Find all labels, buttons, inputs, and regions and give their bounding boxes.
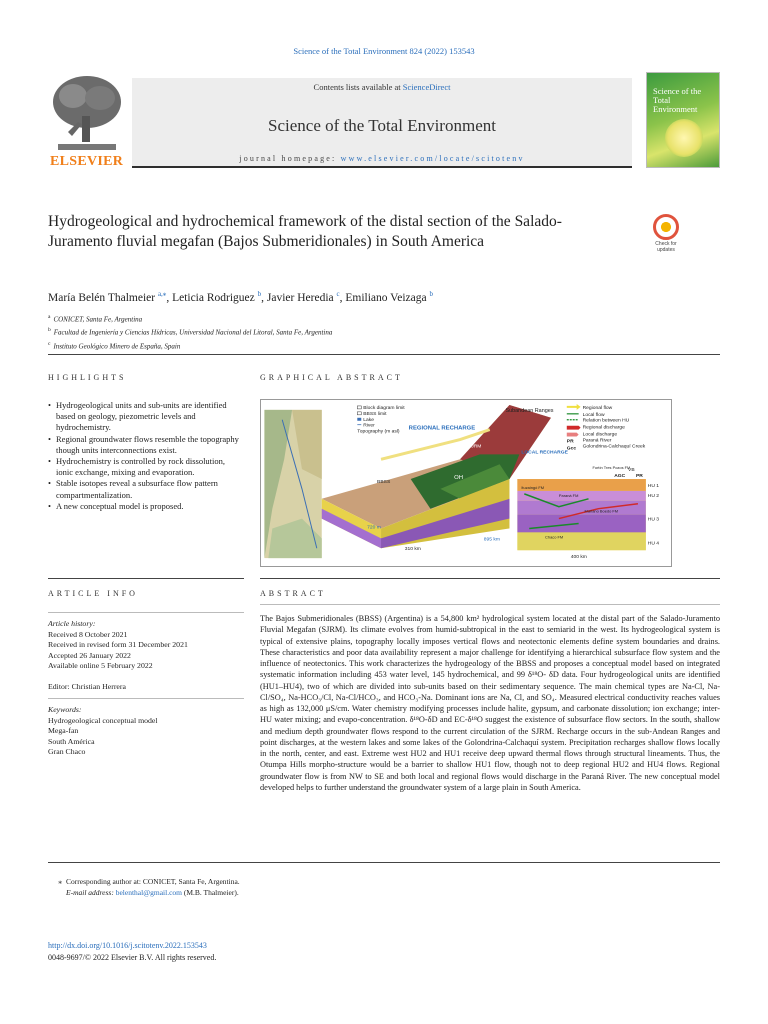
- journal-cover-thumbnail[interactable]: [646, 72, 720, 168]
- doi-block: [48, 940, 216, 963]
- info-rule: [48, 698, 244, 699]
- editor-line: Editor: Christian Herrera: [48, 681, 126, 691]
- history-item: Accepted 26 January 2022: [48, 650, 131, 660]
- author-affiliation-ref[interactable]: b: [257, 290, 262, 298]
- check-updates-icon: [653, 214, 679, 240]
- affiliation-text: Instituto Geológico Minero de España, Spain: [53, 341, 181, 350]
- legend-right-3: Regional discharge: [582, 425, 625, 431]
- legend-right-2: Relation between HU: [582, 418, 630, 424]
- label-mariano: Mariano Boedo FM: [584, 508, 619, 514]
- footnote-mark: ⁎: [58, 877, 62, 886]
- email-suffix: (M.B. Thalmeier).: [181, 888, 239, 897]
- label-dist-400: 400 km: [570, 555, 587, 561]
- history-label: Article history:: [48, 619, 96, 628]
- highlights-heading: HIGHLIGHTS: [48, 373, 127, 382]
- affiliation-text: CONICET, Santa Fe, Argentina: [53, 315, 143, 324]
- highlight-item: • A new conceptual model is proposed.: [48, 501, 244, 512]
- author-affiliation-ref[interactable]: c: [336, 290, 340, 298]
- keyword-item[interactable]: Hydrogeological conceptual model: [48, 715, 158, 725]
- highlight-item: • Regional groundwater flows resemble the topography though units interconnections exist.: [48, 434, 244, 456]
- label-dist-895: 895 km: [483, 537, 500, 543]
- label-ituzaingo: Ituzaingó FM: [521, 484, 545, 490]
- author-affiliation-ref[interactable]: a,⁎: [157, 290, 167, 298]
- label-bbss: BBSS: [377, 480, 391, 485]
- abstract-heading: ABSTRACT: [260, 589, 326, 598]
- highlight-item: • Stable isotopes reveal a subsurface flow pattern compartmentalization.: [48, 478, 244, 500]
- label-hu1: HU 1: [647, 483, 660, 489]
- email-label: E-mail address:: [66, 888, 116, 897]
- article-info: [48, 612, 244, 758]
- legend-left-3: River: [363, 423, 375, 429]
- label-vb: VB: [628, 468, 635, 474]
- author-name[interactable]: Emiliano Veizaga: [345, 291, 427, 304]
- highlights-list: [48, 400, 244, 512]
- cover-title: Science of the Total Environment: [653, 86, 702, 114]
- label-agc: AGC: [614, 474, 626, 480]
- doi-link[interactable]: http://dx.doi.org/10.1016/j.scitotenv.2022.153543: [48, 941, 207, 950]
- article-title: Hydrogeological and hydrochemical framework of the distal section of the Salado-Juramento fluvial megafan (Bajos Submeridionales) in South America: [48, 213, 562, 250]
- legend-left-1: BBSS limit: [363, 411, 387, 417]
- journal-masthead: [48, 72, 720, 168]
- label-fortin: Fortín Tres Pozos FM: [592, 465, 631, 471]
- label-chaco-fm: Chaco FM: [545, 534, 564, 540]
- graphical-abstract-diagram: [261, 400, 671, 566]
- legend-abbr-pr: PR: [566, 439, 574, 445]
- history-item: Received 8 October 2021: [48, 629, 128, 639]
- label-oh: OH: [454, 475, 464, 482]
- label-hu3: HU 3: [647, 517, 660, 523]
- homepage-prefix: journal homepage:: [239, 154, 341, 163]
- author-affiliation-ref[interactable]: b: [429, 290, 433, 298]
- affiliation-key: b: [48, 327, 51, 334]
- affiliation-key: c: [48, 340, 51, 347]
- history-item: Received in revised form 31 December 2021: [48, 640, 188, 649]
- check-for-updates-button[interactable]: [650, 214, 682, 253]
- keyword-item[interactable]: South América: [48, 736, 95, 746]
- journal-title: Science of the Total Environment: [268, 116, 496, 135]
- homepage-link[interactable]: www.elsevier.com/locate/scitotenv: [340, 154, 525, 163]
- corresponding-text: Corresponding author at: CONICET, Santa Fe, Argentina.: [66, 877, 240, 886]
- label-local-recharge: LOCAL RECHARGE: [521, 450, 568, 456]
- label-sjrm: SJRM: [467, 444, 482, 450]
- journal-homepage: [132, 154, 632, 163]
- author-name[interactable]: María Belén Thalmeier: [48, 291, 156, 304]
- label-dist-720: 720 m: [367, 525, 381, 531]
- legend-left-2: Lake: [363, 417, 374, 423]
- author-list: María Belén Thalmeier $^{a,⁎}$, Leticia Rodriguez $^b$, Javier Heredia $^c$, Emiliano Veizaga $^b$: [48, 290, 433, 304]
- label-dist-310: 310 km: [404, 547, 421, 553]
- info-rule: [48, 612, 244, 613]
- legend-right-6: Golondrina-Calchaquí Creek: [582, 444, 646, 450]
- author-name[interactable]: Leticia Rodriguez: [172, 291, 255, 304]
- affiliation-text: Facultad de Ingeniería y Ciencias Hídricas, Universidad Nacional del Litoral, Santa Fe, Argentina: [53, 328, 333, 337]
- author-email-link[interactable]: belenthal@gmail.com: [115, 888, 182, 897]
- legend-left-0: Block diagram limit: [363, 405, 405, 411]
- affiliation-item: [48, 325, 720, 338]
- affiliation-key: a: [48, 314, 51, 320]
- sciencedirect-link[interactable]: ScienceDirect: [402, 82, 451, 92]
- keyword-item[interactable]: Gran Chaco: [48, 747, 86, 756]
- label-hu2: HU 2: [647, 493, 660, 499]
- graphical-abstract-figure[interactable]: [260, 399, 672, 567]
- affiliation-item: [48, 339, 720, 352]
- graphical-abstract-heading: GRAPHICAL ABSTRACT: [260, 373, 403, 382]
- legend-abbr-gcc: Gcc: [566, 446, 577, 452]
- contents-prefix: Contents lists available at: [313, 82, 403, 92]
- label-ranges: Subandean Ranges: [505, 407, 554, 414]
- label-pr: PR: [635, 474, 643, 480]
- label-parana-fm: Paraná FM: [558, 492, 579, 498]
- publisher-name: ELSEVIER: [50, 154, 124, 169]
- abstract-text: The Bajos Submeridionales (BBSS) (Argentina) is a 54,800 km² hydrological system located at the distal part of the Salado-Juramento Fluvial Megafan (SJRM). Its climate evolves from humid-subtropical in the east to semiarid in the west. Its hydrogeological system is typical of extensive plains, topography locally imposes vertical flows and neotectonic elements define system boundaries and drains. These characteristics and poor data availability represent a major challenge for identifying a hierarchical subsurface flow system and the influence of neotectonics. This work characterizes the hydrogeology of the BBSS and proposes a conceptual model based on integrated systematic information including 453 water level, 145 hydrochemical, and 99 δ¹⁸O- δD data. Four hydrogeological units are identified (HU1–HU4), two of which are divided into sub-units based on their sedimentary sequence. The main chemical types are Na-Cl, Na-Cl/SO₄, Na-HCO₃/Cl, Na-Cl/HCO₃, and HCO₃-Na. Dominant ions are Na, Cl, and SO₄. Measured electrical conductivity reaches values as high as 132,000 μS/cm. Water chemistry modifying processes include halite, gypsum, and carbonate dissolution; ion exchange; inter-HU water mixing; and evapo-concentration. δ¹⁸O-δD and EC-δ¹⁸O suggest the existence of subsurface flow sectors. In the south, shallow and medium depth groundwater flows respond to the current circulation of the SJRM. Recharge occurs in the sub-Andean Ranges and point discharges, at the western lakes and some lakes of the Golondrina-Calchaquí system. Precipitation recharges shallow flows locally in the north, center, and east. Extreme west HU2 and HU1 receive deep upward thermal flows through structural lineaments. Thus, the Otumpa Hills morpho-structure would be a barrier to shallow HU1 flow, though not to deep regional HU2 and HU4 flows. Regional groundwater flow is from NW to SE and both local and regional flows would discharge in the Paraná River. The new conceptual model developed helps to further understand the groundwater system of a large plain in South America.: [260, 614, 720, 792]
- cover-artwork: [665, 119, 703, 157]
- legend-left-4: Topography (m asl): [357, 429, 400, 435]
- contents-line: [132, 82, 632, 92]
- label-regional-recharge: REGIONAL RECHARGE: [408, 425, 476, 432]
- highlight-item: • Hydrogeological units and sub-units are identified based on geology, piezometric levels and hydrochemistry.: [48, 400, 244, 434]
- highlight-item: • Hydrochemistry is controlled by rock dissolution, ionic exchange, mixing and evaporation.: [48, 456, 244, 478]
- section-divider: [260, 578, 720, 579]
- check-updates-label: Check for updates: [655, 241, 677, 253]
- journal-reference[interactable]: Science of the Total Environment 824 (2022) 153543: [293, 46, 475, 56]
- corresponding-author-footnote: [48, 876, 720, 898]
- history-item: Available online 5 February 2022: [48, 661, 153, 670]
- affiliation-item: [48, 312, 720, 325]
- section-divider: [48, 578, 244, 579]
- abstract-rule: [260, 604, 720, 605]
- legend-right-5: Paraná River: [582, 438, 612, 444]
- legend-right-1: Local flow: [582, 412, 605, 418]
- legend-right-4: Local discharge: [582, 432, 618, 438]
- author-name[interactable]: Javier Heredia: [266, 291, 334, 304]
- affiliation-list: [48, 312, 720, 352]
- article-info-heading: ARTICLE INFO: [48, 589, 138, 598]
- label-hu4: HU 4: [647, 541, 660, 547]
- section-divider: [48, 354, 720, 355]
- copyright-line: 0048-9697/© 2022 Elsevier B.V. All rights reserved.: [48, 952, 217, 962]
- section-divider: [48, 862, 720, 863]
- keyword-item[interactable]: Mega-fan: [48, 726, 79, 735]
- keywords-label: Keywords:: [48, 705, 82, 714]
- journal-banner: [132, 78, 632, 168]
- legend-right-0: Regional flow: [582, 405, 613, 411]
